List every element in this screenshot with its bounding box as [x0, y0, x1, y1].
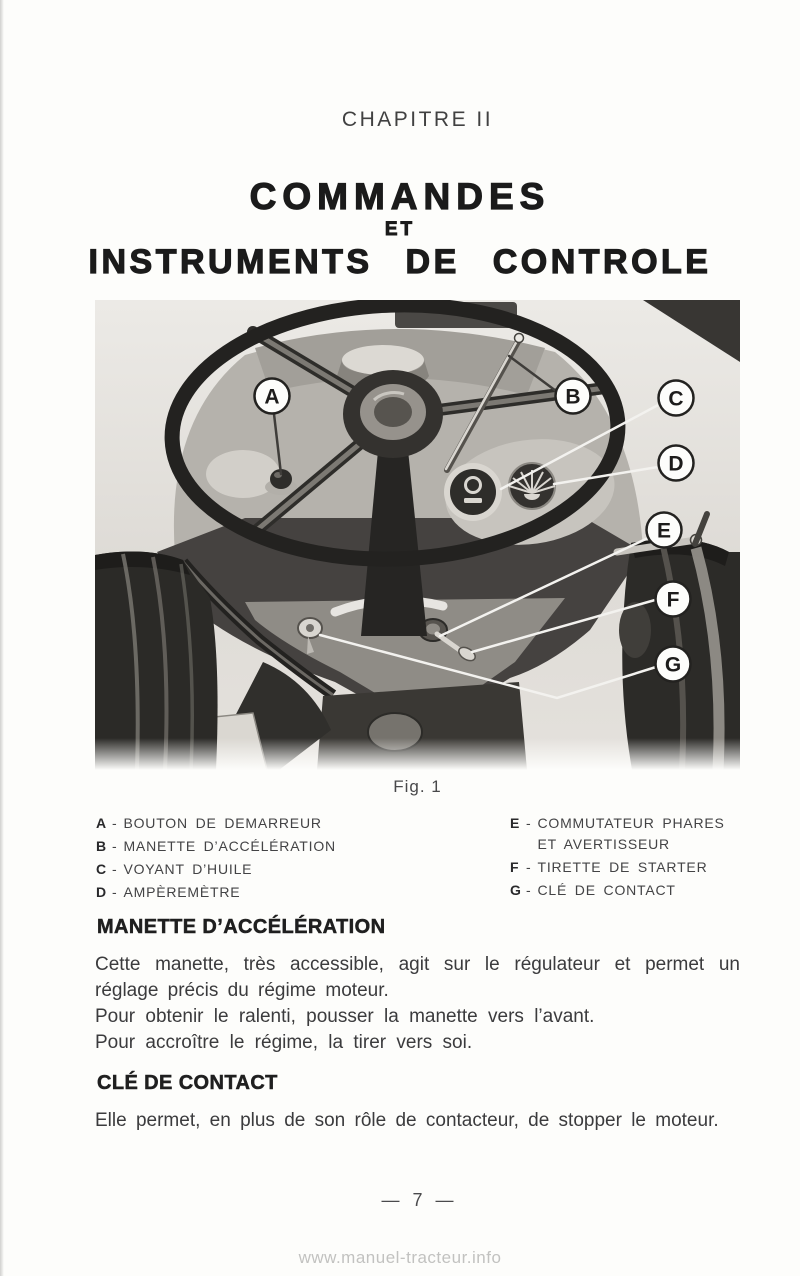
figure-caption: Fig. 1: [393, 777, 442, 796]
title-line-1: COMMANDES: [249, 176, 551, 217]
legend-dash: -: [526, 859, 532, 875]
legend-column-right: [510, 813, 725, 903]
legend-key-b: B: [96, 838, 107, 854]
callout-letter-c: C: [668, 387, 684, 411]
legend-key-e: E: [510, 815, 521, 831]
legend-label-e-line2: ET AVERTISSEUR: [537, 836, 670, 852]
title-line-2: ET: [384, 219, 416, 240]
legend-dash: -: [526, 882, 532, 898]
right-front-wheel: [617, 514, 740, 770]
callout-letter-g: G: [664, 653, 682, 677]
title-line-3: INSTRUMENTS DE CONTROLE: [88, 243, 712, 281]
callout-a: [255, 379, 290, 414]
legend-key-a: A: [96, 815, 107, 831]
legend-label-e: [537, 813, 724, 855]
section-heading: MANETTE D’ACCÉLÉRATION: [97, 916, 386, 938]
callout-g: [656, 647, 691, 682]
section-heading: CLÉ DE CONTACT: [97, 1072, 278, 1094]
watermark: www.manuel-tracteur.info: [298, 1248, 502, 1267]
section-throttle-lever: [95, 916, 740, 1056]
legend-dash: -: [112, 861, 118, 877]
ammeter-gauge: [509, 463, 555, 509]
legend-label-d: AMPÈREMÈTRE: [123, 884, 241, 900]
legend-dash: -: [526, 815, 532, 831]
chapter-heading: CHAPITRE II: [341, 108, 494, 131]
legend-key-f: F: [510, 859, 520, 875]
legend-label-g: CLÉ DE CONTACT: [537, 882, 676, 898]
legend-label-e-line1: COMMUTATEUR PHARES: [537, 815, 725, 831]
page-number: — 7 —: [381, 1190, 454, 1210]
body-paragraph: Cette manette, très accessible, agit sur le régulateur et permet un réglage précis du régime moteur.: [95, 954, 740, 1001]
legend-column-left: [96, 813, 336, 905]
photo-bottom-fade: [95, 738, 740, 770]
legend-key-d: D: [96, 884, 107, 900]
callout-b: [556, 379, 591, 414]
oil-warning-light: [444, 463, 502, 521]
callout-e: [647, 513, 682, 548]
legend-item-c: [96, 859, 336, 880]
legend-item-f: [510, 857, 725, 878]
section-ignition-key: [95, 1072, 740, 1134]
callout-letter-a: A: [264, 385, 280, 409]
callout-letter-b: B: [565, 385, 581, 409]
body-line: Pour accroître le régime, la tirer vers soi.: [95, 1032, 473, 1053]
legend-key-g: G: [510, 882, 522, 898]
left-front-wheel: [95, 551, 218, 770]
callout-letter-d: D: [668, 452, 684, 476]
callout-c: [659, 381, 694, 416]
legend-item-g: [510, 880, 725, 901]
legend-label-c: VOYANT D’HUILE: [123, 861, 253, 877]
page-title: [40, 178, 760, 280]
legend-key-c: C: [96, 861, 107, 877]
callout-f: [656, 582, 691, 617]
callout-letter-e: E: [656, 519, 672, 543]
legend-label-a: BOUTON DE DEMARREUR: [123, 815, 322, 831]
legend-item-a: [96, 813, 336, 834]
figure-photo-tractor-dashboard: [95, 300, 740, 770]
callout-d: [659, 446, 694, 481]
legend-item-b: [96, 836, 336, 857]
legend-item-d: [96, 882, 336, 903]
legend-dash: -: [112, 884, 118, 900]
legend-dash: -: [112, 815, 118, 831]
legend-label-f: TIRETTE DE STARTER: [537, 859, 708, 875]
callout-letter-f: F: [666, 588, 680, 612]
legend-dash: -: [112, 838, 118, 854]
body-line: Pour obtenir le ralenti, pousser la manette vers l’avant.: [95, 1006, 595, 1027]
body-paragraph: Elle permet, en plus de son rôle de contacteur, de stopper le moteur.: [95, 1110, 719, 1131]
legend-label-b: MANETTE D’ACCÉLÉRATION: [123, 838, 336, 854]
wheel-hub: [343, 370, 443, 458]
legend-item-e: [510, 813, 725, 855]
